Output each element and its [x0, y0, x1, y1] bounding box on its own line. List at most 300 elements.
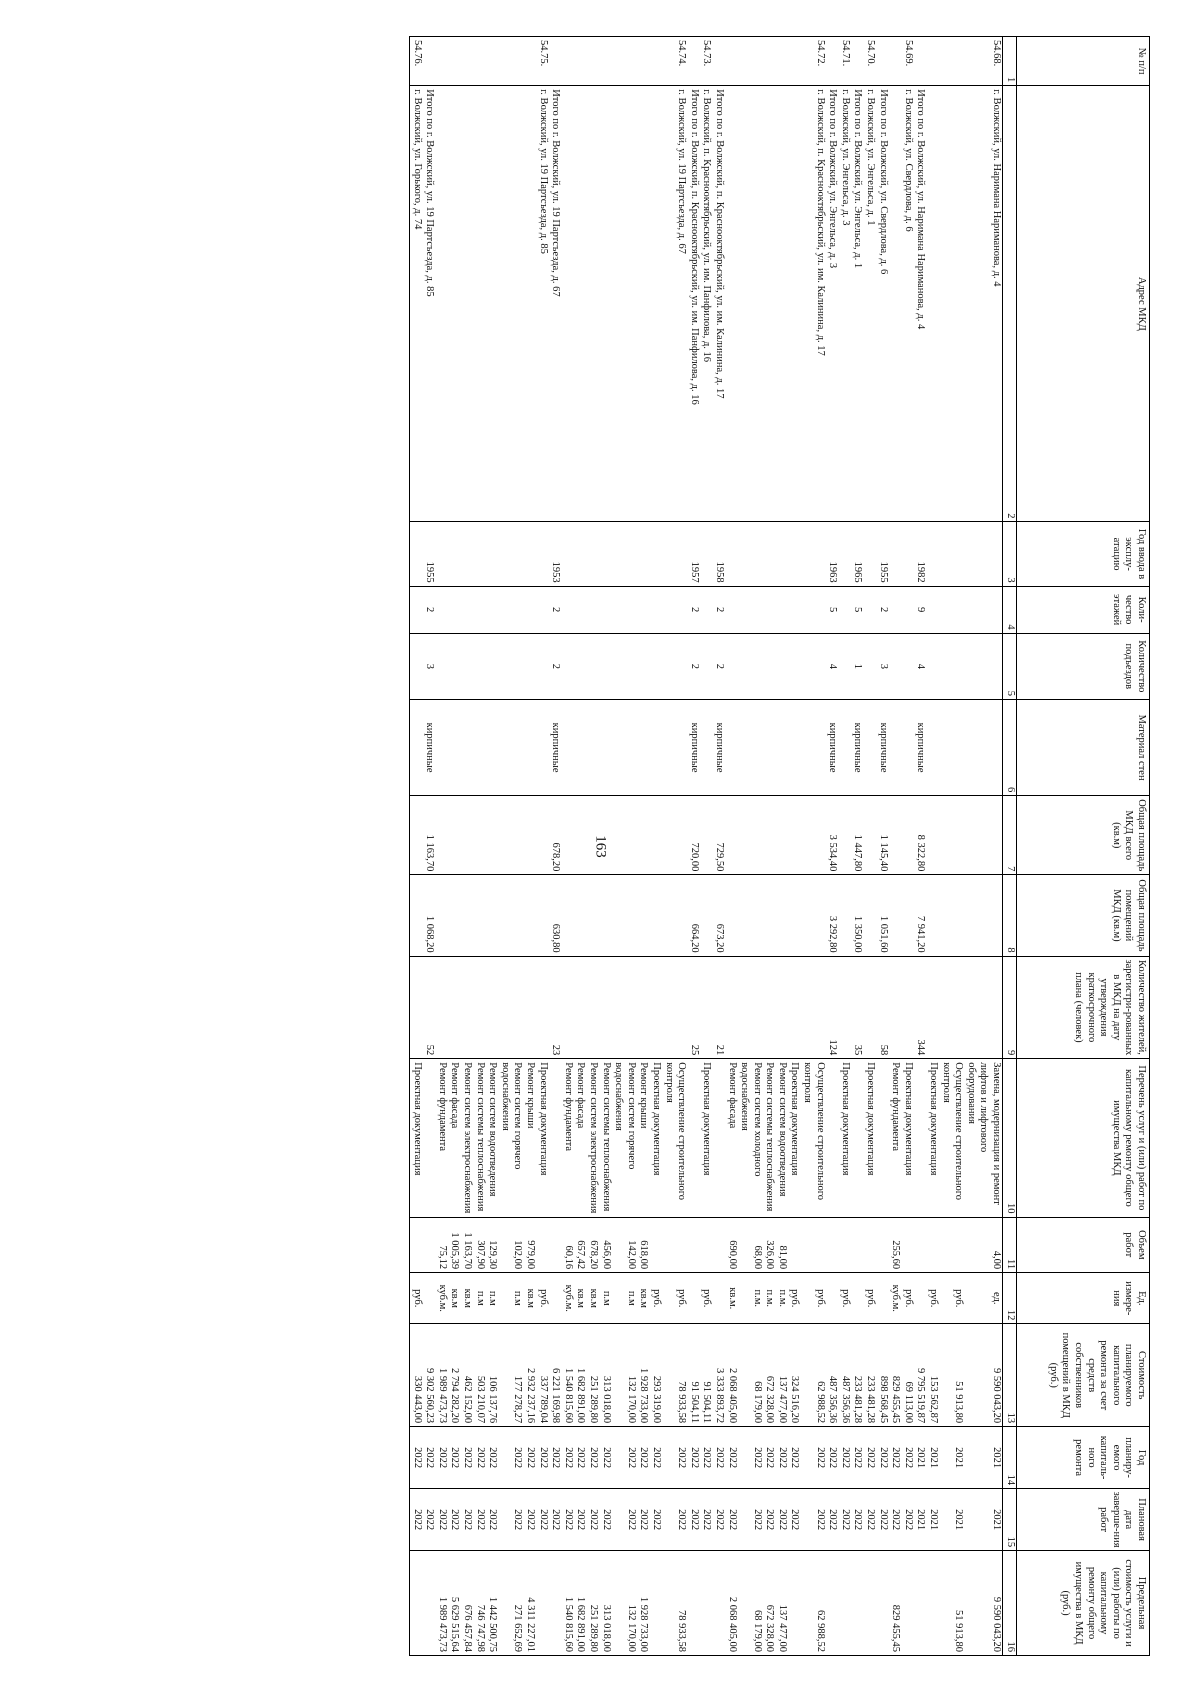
volume-cell: [926, 1217, 939, 1273]
entrances-cell: [599, 633, 612, 699]
work-type-cell: Ремонт крыши: [523, 1059, 536, 1217]
unit-cell: [826, 1273, 839, 1324]
work-type-cell: Ремонт фундамента: [889, 1059, 902, 1217]
max-cost-cell: 676 457,84: [460, 1551, 473, 1656]
premises-area-cell: [486, 875, 499, 956]
table-row: [586, 37, 599, 1656]
year-built-cell: [838, 522, 851, 586]
volume-cell: [410, 1217, 423, 1273]
year-built-cell: [574, 522, 587, 586]
total-area-cell: [460, 796, 473, 875]
max-cost-cell: [700, 1551, 713, 1656]
completion-year-cell: 2022: [788, 1489, 801, 1551]
completion-year-cell: 2022: [876, 1489, 889, 1551]
unit-cell: руб.: [788, 1273, 801, 1324]
volume-cell: 68,00: [738, 1217, 763, 1273]
repair-year-cell: 2022: [523, 1427, 536, 1489]
page-number: 163: [592, 835, 609, 858]
cost-cell: 91 504,11: [700, 1324, 713, 1427]
residents-cell: [775, 956, 788, 1059]
work-type-cell: Ремонт систем горячего водоснабжения: [498, 1059, 523, 1217]
work-type-cell: Проектная документация: [838, 1059, 851, 1217]
max-cost-cell: [826, 1551, 839, 1656]
total-area-cell: 729,50: [712, 796, 725, 875]
year-built-cell: [964, 522, 1002, 586]
wall-material-cell: [561, 699, 574, 795]
wall-material-cell: [889, 699, 902, 795]
column-number: 1: [1003, 37, 1017, 86]
total-area-cell: [889, 796, 902, 875]
entrances-cell: [486, 633, 499, 699]
address-cell: [637, 86, 650, 522]
address-cell: Итого по г. Волжский, ул. 19 Партсъезда, д. 67: [549, 86, 562, 522]
wall-material-cell: кирпичные: [876, 699, 889, 795]
column-number: 3: [1003, 522, 1017, 586]
cost-cell: 2 068 405,00: [725, 1324, 738, 1427]
address-cell: [574, 86, 587, 522]
max-cost-cell: 132 170,00: [612, 1551, 637, 1656]
residents-cell: 52: [423, 956, 436, 1059]
unit-cell: [914, 1273, 927, 1324]
table-row: [448, 37, 461, 1656]
address-cell: [763, 86, 776, 522]
volume-cell: [649, 1217, 662, 1273]
unit-cell: кв.м: [637, 1273, 650, 1324]
table-row: [826, 37, 839, 1656]
completion-year-cell: 2022: [473, 1489, 486, 1551]
cost-cell: 487 356,36: [826, 1324, 839, 1427]
premises-area-cell: [498, 875, 523, 956]
premises-area-cell: [901, 875, 914, 956]
completion-year-cell: 2022: [612, 1489, 637, 1551]
work-type-cell: Ремонт систем водоотведения: [486, 1059, 499, 1217]
max-cost-cell: 5 629 515,64: [448, 1551, 461, 1656]
floors-cell: [649, 586, 662, 633]
column-number: 12: [1003, 1273, 1017, 1324]
completion-year-cell: 2022: [775, 1489, 788, 1551]
unit-cell: куб.м.: [889, 1273, 902, 1324]
total-area-cell: [939, 796, 964, 875]
column-number: 4: [1003, 586, 1017, 633]
premises-area-cell: [574, 875, 587, 956]
floors-cell: [926, 586, 939, 633]
cost-cell: 462 152,00: [460, 1324, 473, 1427]
year-built-cell: [662, 522, 687, 586]
volume-cell: [536, 1217, 549, 1273]
completion-year-cell: 2022: [738, 1489, 763, 1551]
premises-area-cell: 664,20: [687, 875, 700, 956]
premises-area-cell: [599, 875, 612, 956]
address-cell: [473, 86, 486, 522]
cost-cell: 177 278,27: [498, 1324, 523, 1427]
max-cost-cell: 137 477,00: [775, 1551, 788, 1656]
row-number: [687, 37, 700, 86]
table-row: [561, 37, 574, 1656]
work-type-cell: Ремонт фундамента: [435, 1059, 448, 1217]
work-type-cell: [914, 1059, 927, 1217]
work-type-cell: Ремонт фасада: [574, 1059, 587, 1217]
floors-cell: [700, 586, 713, 633]
row-number: [939, 37, 964, 86]
cost-cell: 78 933,58: [662, 1324, 687, 1427]
row-number: [851, 37, 864, 86]
residents-cell: [612, 956, 637, 1059]
repair-year-cell: 2022: [725, 1427, 738, 1489]
wall-material-cell: [460, 699, 473, 795]
total-area-cell: [964, 796, 1002, 875]
address-cell: [448, 86, 461, 522]
work-type-cell: Ремонт фасада: [448, 1059, 461, 1217]
table-row: [700, 37, 713, 1656]
total-area-cell: 720,00: [687, 796, 700, 875]
row-number: [460, 37, 473, 86]
entrances-cell: [448, 633, 461, 699]
repair-year-cell: 2022: [549, 1427, 562, 1489]
address-cell: [599, 86, 612, 522]
total-area-cell: [662, 796, 687, 875]
residents-cell: [574, 956, 587, 1059]
work-type-cell: Ремонт фундамента: [561, 1059, 574, 1217]
year-built-cell: [536, 522, 549, 586]
max-cost-cell: 251 289,80: [586, 1551, 599, 1656]
floors-cell: [486, 586, 499, 633]
address-cell: [788, 86, 801, 522]
year-built-cell: 1955: [876, 522, 889, 586]
row-number: [473, 37, 486, 86]
completion-year-cell: 2022: [435, 1489, 448, 1551]
max-cost-cell: 4 311 227,01: [523, 1551, 536, 1656]
max-cost-cell: [926, 1551, 939, 1656]
entrances-cell: 3: [876, 633, 889, 699]
floors-cell: [523, 586, 536, 633]
row-number: [725, 37, 738, 86]
row-number: 54.72.: [801, 37, 826, 86]
premises-area-cell: 630,80: [549, 875, 562, 956]
floors-cell: [612, 586, 637, 633]
residents-cell: [838, 956, 851, 1059]
unit-cell: [423, 1273, 436, 1324]
row-number: [549, 37, 562, 86]
completion-year-cell: 2022: [423, 1489, 436, 1551]
total-area-cell: [486, 796, 499, 875]
row-number: [914, 37, 927, 86]
max-cost-cell: 68 179,00: [738, 1551, 763, 1656]
column-number: 9: [1003, 956, 1017, 1059]
repair-year-cell: 2022: [498, 1427, 523, 1489]
address-cell: [523, 86, 536, 522]
completion-year-cell: 2022: [574, 1489, 587, 1551]
premises-area-cell: [763, 875, 776, 956]
row-number: [649, 37, 662, 86]
table-row: [523, 37, 536, 1656]
row-number: [498, 37, 523, 86]
cost-cell: 137 477,00: [775, 1324, 788, 1427]
table-row: [801, 37, 826, 1656]
table-row: [599, 37, 612, 1656]
row-number: [637, 37, 650, 86]
year-built-cell: [473, 522, 486, 586]
repair-year-cell: 2022: [863, 1427, 876, 1489]
volume-cell: [700, 1217, 713, 1273]
floors-cell: 2: [549, 586, 562, 633]
max-cost-cell: [838, 1551, 851, 1656]
table-row: [851, 37, 864, 1656]
year-built-cell: [863, 522, 876, 586]
address-cell: г. Волжский, п. Краснооктябрьский, ул. им. Калинина, д. 17: [801, 86, 826, 522]
year-built-cell: [435, 522, 448, 586]
repair-year-cell: 2022: [662, 1427, 687, 1489]
total-area-cell: [763, 796, 776, 875]
wall-material-cell: [838, 699, 851, 795]
work-type-cell: [549, 1059, 562, 1217]
unit-cell: [549, 1273, 562, 1324]
residents-cell: [599, 956, 612, 1059]
header-completion-date: Плановая дата заверше-ния работ: [1017, 1489, 1150, 1551]
residents-cell: 21: [712, 956, 725, 1059]
premises-area-cell: [725, 875, 738, 956]
repair-year-cell: 2022: [448, 1427, 461, 1489]
wall-material-cell: [435, 699, 448, 795]
volume-cell: [826, 1217, 839, 1273]
table-body: [410, 37, 1003, 1656]
table-row: [738, 37, 763, 1656]
address-cell: [725, 86, 738, 522]
entrances-cell: 4: [826, 633, 839, 699]
row-number: 54.74.: [662, 37, 687, 86]
wall-material-cell: [788, 699, 801, 795]
column-number: 11: [1003, 1217, 1017, 1273]
address-cell: [926, 86, 939, 522]
premises-area-cell: [473, 875, 486, 956]
total-area-cell: [599, 796, 612, 875]
max-cost-cell: [423, 1551, 436, 1656]
residents-cell: [763, 956, 776, 1059]
address-cell: [889, 86, 902, 522]
table-row: [498, 37, 523, 1656]
total-area-cell: 3 534,40: [826, 796, 839, 875]
entrances-cell: [612, 633, 637, 699]
cost-cell: 1 989 473,73: [435, 1324, 448, 1427]
premises-area-cell: [637, 875, 650, 956]
year-built-cell: [523, 522, 536, 586]
total-area-cell: [523, 796, 536, 875]
floors-cell: [725, 586, 738, 633]
completion-year-cell: 2022: [801, 1489, 826, 1551]
cost-cell: 330 443,00: [410, 1324, 423, 1427]
total-area-cell: 1 163,70: [423, 796, 436, 875]
floors-cell: 5: [826, 586, 839, 633]
repair-year-cell: 2021: [914, 1427, 927, 1489]
work-type-cell: Ремонт систем холодного водоснабжения: [738, 1059, 763, 1217]
repair-year-cell: 2022: [901, 1427, 914, 1489]
unit-cell: руб.: [926, 1273, 939, 1324]
residents-cell: 344: [914, 956, 927, 1059]
address-cell: [460, 86, 473, 522]
total-area-cell: [498, 796, 523, 875]
unit-cell: [687, 1273, 700, 1324]
volume-cell: [863, 1217, 876, 1273]
premises-area-cell: [863, 875, 876, 956]
table-row: [901, 37, 914, 1656]
residents-cell: [473, 956, 486, 1059]
table-row: [939, 37, 964, 1656]
year-built-cell: 1963: [826, 522, 839, 586]
completion-year-cell: 2022: [838, 1489, 851, 1551]
entrances-cell: [586, 633, 599, 699]
total-area-cell: [801, 796, 826, 875]
repair-year-cell: 2022: [586, 1427, 599, 1489]
entrances-cell: [889, 633, 902, 699]
table-row: [649, 37, 662, 1656]
year-built-cell: [801, 522, 826, 586]
max-cost-cell: 746 747,98: [473, 1551, 486, 1656]
row-number: [826, 37, 839, 86]
total-area-cell: [738, 796, 763, 875]
header-floors: Коли-чество этажей: [1017, 586, 1150, 633]
max-cost-cell: [687, 1551, 700, 1656]
premises-area-cell: [939, 875, 964, 956]
max-cost-cell: 1 540 815,60: [561, 1551, 574, 1656]
repair-year-cell: 2021: [939, 1427, 964, 1489]
floors-cell: 2: [423, 586, 436, 633]
floors-cell: [939, 586, 964, 633]
table-row: [914, 37, 927, 1656]
row-number: [561, 37, 574, 86]
total-area-cell: [838, 796, 851, 875]
address-cell: г. Волжский, ул. 19 Партсъезда, д. 67: [662, 86, 687, 522]
residents-cell: 23: [549, 956, 562, 1059]
table-row: [889, 37, 902, 1656]
table-row: [964, 37, 1002, 1656]
year-built-cell: [561, 522, 574, 586]
unit-cell: п.м: [599, 1273, 612, 1324]
volume-cell: 690,00: [725, 1217, 738, 1273]
wall-material-cell: [939, 699, 964, 795]
table-row: [435, 37, 448, 1656]
year-built-cell: [926, 522, 939, 586]
wall-material-cell: [926, 699, 939, 795]
volume-cell: [712, 1217, 725, 1273]
cost-cell: 233 481,28: [851, 1324, 864, 1427]
unit-cell: кв.м: [460, 1273, 473, 1324]
table-row: [410, 37, 423, 1656]
total-area-cell: [700, 796, 713, 875]
completion-year-cell: 2022: [486, 1489, 499, 1551]
max-cost-cell: [410, 1551, 423, 1656]
repair-year-cell: 2022: [700, 1427, 713, 1489]
floors-cell: [889, 586, 902, 633]
volume-cell: [687, 1217, 700, 1273]
premises-area-cell: 3 292,80: [826, 875, 839, 956]
floors-cell: [586, 586, 599, 633]
entrances-cell: 2: [687, 633, 700, 699]
row-number: [876, 37, 889, 86]
address-cell: Итого по г. Волжский, п. Краснооктябрьский, ул. им. Панфилова, д. 16: [687, 86, 700, 522]
address-cell: [498, 86, 523, 522]
address-cell: [939, 86, 964, 522]
volume-cell: 255,60: [889, 1217, 902, 1273]
work-type-cell: Проектная документация: [536, 1059, 549, 1217]
total-area-cell: [637, 796, 650, 875]
premises-area-cell: [612, 875, 637, 956]
cost-cell: 3 333 893,72: [712, 1324, 725, 1427]
table-row: [662, 37, 687, 1656]
repair-year-cell: 2022: [574, 1427, 587, 1489]
total-area-cell: [863, 796, 876, 875]
premises-area-cell: [448, 875, 461, 956]
residents-cell: [448, 956, 461, 1059]
max-cost-cell: [536, 1551, 549, 1656]
year-built-cell: [498, 522, 523, 586]
entrances-cell: [649, 633, 662, 699]
max-cost-cell: [914, 1551, 927, 1656]
unit-cell: руб.: [863, 1273, 876, 1324]
volume-cell: 456,00: [599, 1217, 612, 1273]
table-row: [423, 37, 436, 1656]
floors-cell: 2: [687, 586, 700, 633]
completion-year-cell: 2022: [599, 1489, 612, 1551]
residents-cell: [536, 956, 549, 1059]
year-built-cell: 1965: [851, 522, 864, 586]
cost-cell: 153 562,87: [926, 1324, 939, 1427]
header-row: [1017, 37, 1150, 1656]
floors-cell: [561, 586, 574, 633]
wall-material-cell: кирпичные: [423, 699, 436, 795]
table-row: [574, 37, 587, 1656]
premises-area-cell: [788, 875, 801, 956]
premises-area-cell: [775, 875, 788, 956]
entrances-cell: [410, 633, 423, 699]
address-cell: [649, 86, 662, 522]
cost-cell: 1 928 733,00: [637, 1324, 650, 1427]
row-number: [448, 37, 461, 86]
completion-year-cell: 2022: [460, 1489, 473, 1551]
completion-year-cell: 2022: [637, 1489, 650, 1551]
total-area-cell: [788, 796, 801, 875]
max-cost-cell: 1 928 733,00: [637, 1551, 650, 1656]
entrances-cell: [788, 633, 801, 699]
row-number: [738, 37, 763, 86]
unit-cell: руб.: [536, 1273, 549, 1324]
column-number: 5: [1003, 633, 1017, 699]
year-built-cell: 1955: [423, 522, 436, 586]
floors-cell: [448, 586, 461, 633]
max-cost-cell: [876, 1551, 889, 1656]
residents-cell: [939, 956, 964, 1059]
repair-year-cell: 2022: [473, 1427, 486, 1489]
address-cell: г. Волжский, п. Краснооктябрьский, ул. им. Панфилова, д. 16: [700, 86, 713, 522]
residents-cell: [649, 956, 662, 1059]
header-premises-area: Общая площадь помещений МКД (кв.м): [1017, 875, 1150, 956]
residents-cell: 35: [851, 956, 864, 1059]
floors-cell: [574, 586, 587, 633]
repair-year-cell: 2022: [410, 1427, 423, 1489]
table-row: [486, 37, 499, 1656]
entrances-cell: [637, 633, 650, 699]
work-type-cell: Проектная документация: [410, 1059, 423, 1217]
unit-cell: п.м.: [763, 1273, 776, 1324]
address-cell: [586, 86, 599, 522]
column-number-row: [1003, 37, 1017, 1656]
max-cost-cell: 2 068 405,00: [725, 1551, 738, 1656]
wall-material-cell: [448, 699, 461, 795]
premises-area-cell: [649, 875, 662, 956]
completion-year-cell: 2022: [826, 1489, 839, 1551]
volume-cell: [662, 1217, 687, 1273]
row-number: 54.75.: [536, 37, 549, 86]
year-built-cell: [599, 522, 612, 586]
floors-cell: [788, 586, 801, 633]
